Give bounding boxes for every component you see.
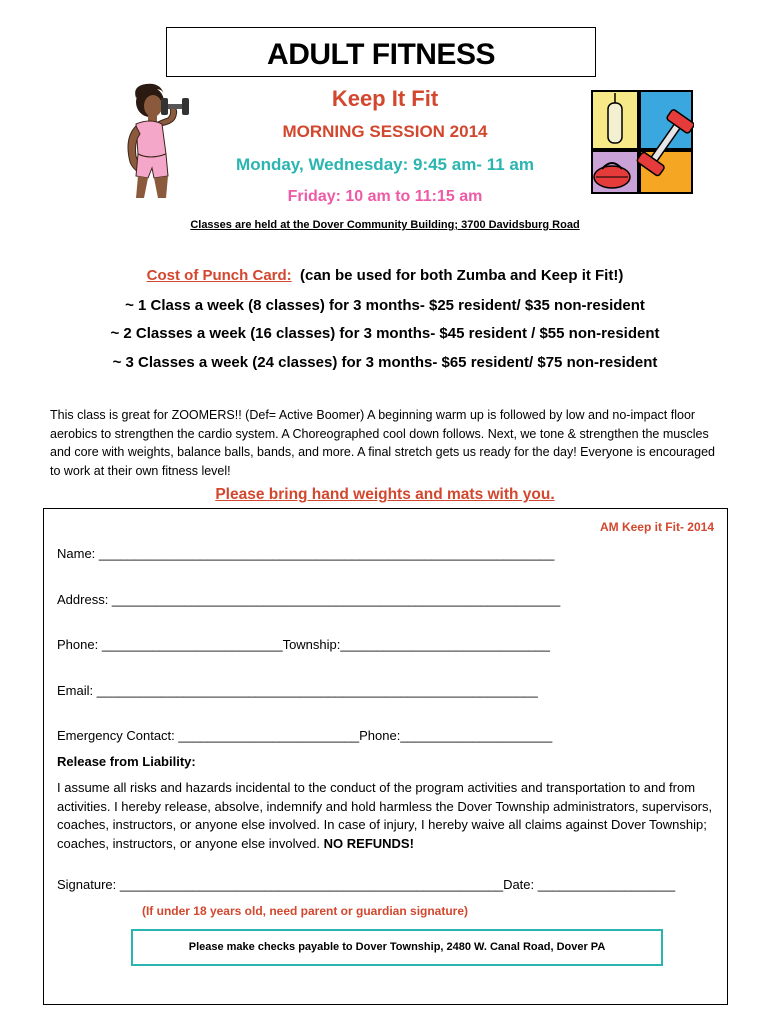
location-note: Classes are held at the Dover Community Building; 3700 Davidsburg Road [190,219,580,231]
schedule-friday: Friday: 10 am to 11:15 am [287,188,483,205]
page-title: ADULT FITNESS [267,38,495,71]
release-text [57,779,719,854]
release-body: I assume all risks and hazards incidental to the conduct of the program activities and transportation to and from activities. I hereby release, absolve, indemnify and hold harmless the Dover Township administrators, supervisors, coaches, instructors, or anyone else involved. In case of injury, I hereby waive all claims against Dover Township; coaches, instructors, or anyone else involved. [57,780,713,852]
signature-date-field[interactable]: Signature: _____________________________________________________Date: ___________________ [57,877,676,892]
name-field[interactable]: Name: _______________________________________________________________ [57,546,555,561]
price-option: ~ 1 Class a week (8 classes) for 3 months- $25 resident/ $35 non-resident [125,297,645,314]
punch-card-note: (can be used for both Zumba and Keep it Fit!) [300,267,624,284]
class-description: This class is great for ZOOMERS!! (Def= Active Boomer) A beginning warm up is followed by low and no-impact floor aerobics to strengthen the cardio system. A Choreographed cool down follows. Next, we tone & strengthen the muscles and core with weights, balance balls, bands, and more. A final stretch gets us ready for the day! Everyone is encouraged to work at their own fitness level! [50,408,715,478]
session-title: MORNING SESSION 2014 [282,122,488,141]
price-option: ~ 3 Classes a week (24 classes) for 3 months- $65 resident/ $75 non-resident [112,354,658,371]
parent-signature-note: (If under 18 years old, need parent or guardian signature) [141,904,469,918]
no-refunds-note: NO REFUNDS! [323,836,414,852]
price-option: ~ 2 Classes a week (16 classes) for 3 months- $45 resident / $55 non-resident [110,325,660,342]
release-heading: Release from Liability: [57,754,196,769]
checks-note: Please make checks payable to Dover Township, 2480 W. Canal Road, Dover PA [188,941,606,953]
subtitle: Keep It Fit [331,86,439,111]
phone-township-field[interactable]: Phone: _________________________Township:_____________________________ [57,637,551,652]
bring-note: Please bring hand weights and mats with you. [215,486,555,503]
address-field[interactable]: Address: ______________________________________________________________ [57,592,561,607]
form-title: AM Keep it Fit- 2014 [599,520,714,534]
email-field[interactable]: Email: _____________________________________________________________ [57,683,538,698]
emergency-contact-field[interactable]: Emergency Contact: _________________________Phone:_____________________ [57,728,553,743]
punch-card-heading [0,266,770,286]
punch-card-label: Cost of Punch Card: [146,267,292,284]
schedule-mon-wed: Monday, Wednesday: 9:45 am- 11 am [236,155,534,174]
